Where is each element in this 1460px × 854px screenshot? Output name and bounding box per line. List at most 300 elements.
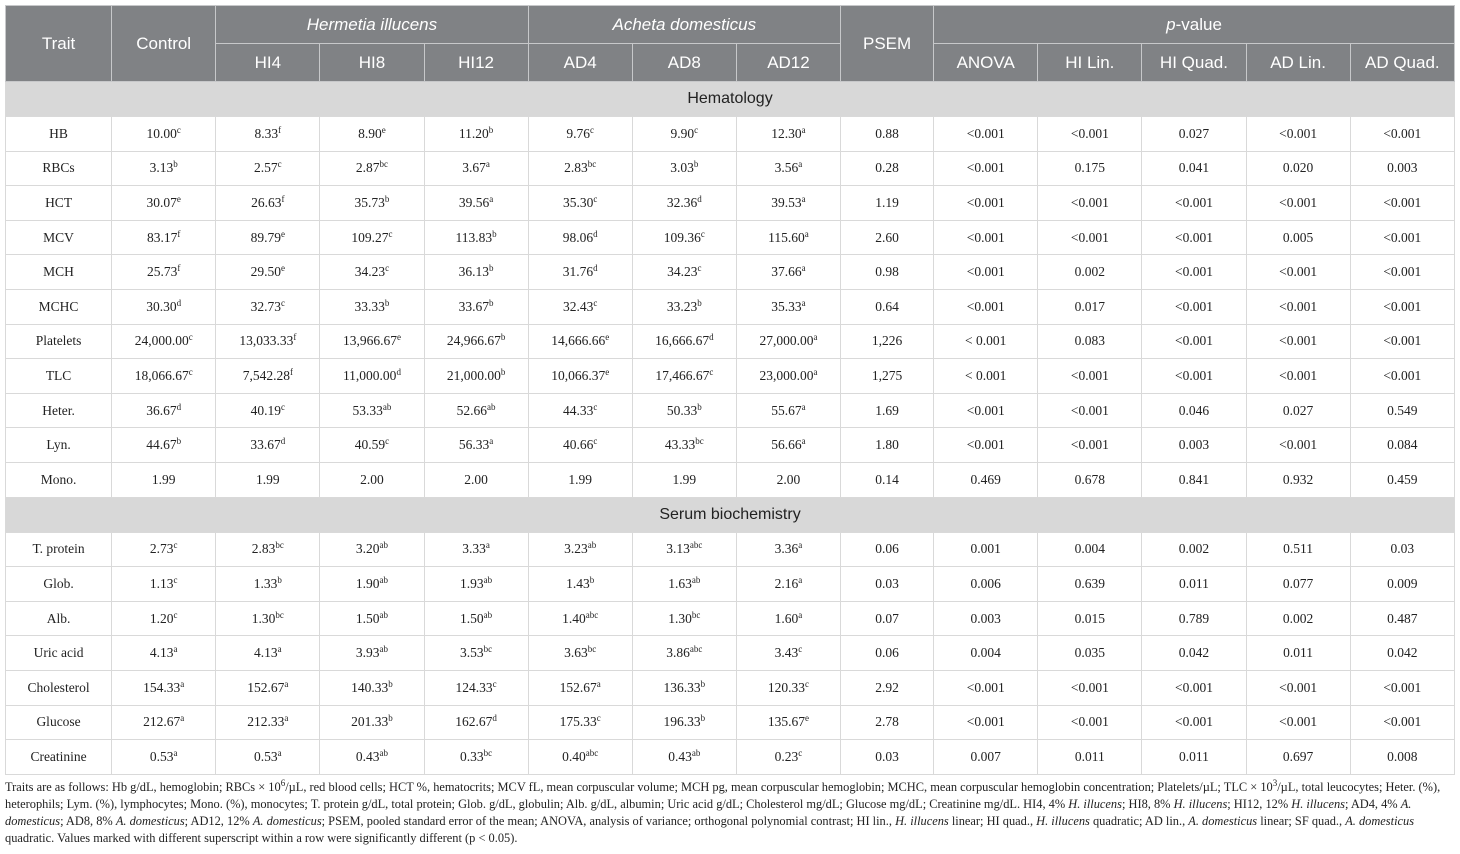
- value-cell: [424, 567, 528, 602]
- table-row: [6, 705, 1455, 740]
- significance-letter: ab: [483, 574, 493, 585]
- p-value-cell: <0.001: [934, 117, 1038, 152]
- significance-letter: ab: [487, 401, 496, 412]
- value-cell: [528, 532, 632, 567]
- table-row: [6, 359, 1455, 394]
- header-hermetia-illucens: Hermetia illucens: [216, 6, 528, 44]
- p-value-cell: 0.005: [1246, 220, 1350, 255]
- significance-letter: a: [485, 540, 490, 551]
- p-value-cell: <0.001: [934, 220, 1038, 255]
- cell-value: 0.53: [149, 748, 174, 764]
- p-value-cell: 0.008: [1350, 740, 1454, 775]
- significance-letter: c: [596, 713, 601, 724]
- value-cell: [424, 117, 528, 152]
- footnote-text: linear; HI quad.,: [948, 813, 1037, 828]
- trait-cell: HCT: [6, 186, 112, 221]
- cell-value: 124.33: [455, 679, 493, 695]
- significance-letter: ab: [379, 644, 388, 655]
- trait-cell: Uric acid: [6, 636, 112, 671]
- cell-value: 30.07: [146, 194, 177, 210]
- cell-value: 1.99: [256, 471, 280, 487]
- table-row: [6, 532, 1455, 567]
- value-cell: [216, 670, 320, 705]
- value-cell: [632, 186, 736, 221]
- psem-cell: 0.98: [841, 255, 934, 290]
- trait-cell: MCH: [6, 255, 112, 290]
- p-value-cell: <0.001: [1350, 324, 1454, 359]
- significance-letter: a: [284, 678, 289, 689]
- value-cell: [528, 359, 632, 394]
- value-cell: [320, 532, 424, 567]
- significance-letter: c: [593, 401, 598, 412]
- value-cell: [736, 740, 840, 775]
- significance-letter: c: [176, 124, 181, 135]
- p-value-cell: 0.041: [1142, 151, 1246, 186]
- significance-letter: b: [589, 574, 595, 585]
- value-cell: [216, 359, 320, 394]
- value-cell: [112, 740, 216, 775]
- trait-cell: Glob.: [6, 567, 112, 602]
- significance-letter: abc: [689, 644, 703, 655]
- cell-value: 1.20: [149, 610, 174, 626]
- cell-value: 1.93: [460, 575, 484, 591]
- value-cell: [736, 532, 840, 567]
- cell-value: 4.13: [254, 645, 278, 661]
- cell-value: 40.66: [563, 437, 594, 453]
- cell-value: 17,466.67: [655, 367, 710, 383]
- significance-letter: a: [489, 193, 494, 204]
- cell-value: 2.00: [464, 471, 488, 487]
- cell-value: 2.73: [149, 541, 174, 557]
- footnote-text: ; HI8, 8%: [1121, 796, 1174, 811]
- cell-value: 52.66: [456, 402, 487, 418]
- cell-value: 140.33: [351, 679, 389, 695]
- cell-value: 36.13: [458, 264, 489, 280]
- cell-value: 35.73: [354, 194, 385, 210]
- section-title: Serum biochemistry: [6, 497, 1455, 532]
- p-value-cell: <0.001: [1350, 705, 1454, 740]
- significance-letter: ab: [691, 574, 701, 585]
- footnote-text: quadratic. Values marked with different superscript within a row were significantly different (p < 0.05).: [5, 830, 518, 845]
- value-cell: [320, 186, 424, 221]
- p-value-cell: 0.003: [934, 601, 1038, 636]
- value-cell: [736, 567, 840, 602]
- p-value-cell: 0.017: [1038, 289, 1142, 324]
- table-row: [6, 117, 1455, 152]
- cell-value: 8.90: [358, 125, 382, 141]
- significance-letter: e: [281, 228, 285, 239]
- p-value-cell: 0.027: [1246, 393, 1350, 428]
- value-cell: [736, 151, 840, 186]
- p-value-cell: 0.549: [1350, 393, 1454, 428]
- significance-letter: c: [697, 263, 702, 274]
- p-value-cell: 0.004: [934, 636, 1038, 671]
- significance-letter: f: [278, 124, 282, 135]
- significance-letter: b: [700, 678, 706, 689]
- cell-value: 35.30: [563, 194, 594, 210]
- significance-letter: d: [709, 332, 714, 343]
- table-row: [6, 186, 1455, 221]
- cell-value: 24,966.67: [446, 333, 501, 349]
- value-cell: [528, 740, 632, 775]
- trait-cell: T. protein: [6, 532, 112, 567]
- significance-letter: a: [801, 124, 806, 135]
- trait-cell: Cholesterol: [6, 670, 112, 705]
- table-row: [6, 601, 1455, 636]
- p-value-cell: <0.001: [1038, 117, 1142, 152]
- table-row: [6, 324, 1455, 359]
- significance-letter: b: [489, 297, 494, 308]
- cell-value: 0.23: [774, 748, 799, 764]
- significance-letter: e: [176, 193, 181, 204]
- value-cell: [632, 462, 736, 497]
- p-value-cell: 0.011: [1142, 567, 1246, 602]
- value-cell: [424, 324, 528, 359]
- footnote-text: /µL, total leucocytes; Heter. (%), heterophils; Lym. (%), lymphocytes; Mono. (%), monocytes; T. protein g/dL, total protein; Glob. g/dL, globulin; Alb. g/dL, albumin; Uric acid g/dL; Cholesterol mg/dL; Glucose mg/dL; Creatinine mg/dL. HI4, 4%: [5, 779, 1441, 811]
- footnote-italic: A. domesticus: [1345, 813, 1415, 828]
- significance-letter: a: [813, 332, 818, 343]
- value-cell: [320, 151, 424, 186]
- cell-value: 43.33: [664, 437, 696, 453]
- cell-value: 16,666.67: [655, 333, 710, 349]
- cell-value: 1.50: [460, 610, 484, 626]
- significance-letter: b: [697, 401, 702, 412]
- trait-cell: RBCs: [6, 151, 112, 186]
- table-row: [6, 670, 1455, 705]
- footnote-text: quadratic; AD lin.,: [1089, 813, 1189, 828]
- significance-letter: ab: [382, 401, 392, 412]
- significance-letter: a: [284, 713, 289, 724]
- cell-value: 39.56: [458, 194, 490, 210]
- table-body: [6, 82, 1455, 775]
- cell-value: 109.27: [351, 229, 389, 245]
- significance-letter: a: [485, 159, 490, 170]
- significance-letter: a: [801, 263, 806, 274]
- value-cell: [424, 255, 528, 290]
- p-value-cell: 0.020: [1246, 151, 1350, 186]
- significance-letter: a: [489, 436, 494, 447]
- value-cell: [320, 359, 424, 394]
- p-value-cell: 0.084: [1350, 428, 1454, 463]
- trait-cell: Lyn.: [6, 428, 112, 463]
- p-value-cell: 0.007: [934, 740, 1038, 775]
- p-value-cell: <0.001: [1142, 324, 1246, 359]
- value-cell: [320, 567, 424, 602]
- significance-letter: c: [694, 124, 699, 135]
- value-cell: [632, 117, 736, 152]
- table-container: [5, 5, 1455, 847]
- psem-cell: 2.60: [841, 220, 934, 255]
- trait-cell: Mono.: [6, 462, 112, 497]
- value-cell: [528, 705, 632, 740]
- significance-letter: b: [500, 366, 506, 377]
- cell-value: 3.86: [666, 645, 690, 661]
- p-value-cell: 0.511: [1246, 532, 1350, 567]
- p-value-cell: <0.001: [1246, 255, 1350, 290]
- significance-letter: c: [277, 159, 282, 170]
- p-value-cell: <0.001: [934, 705, 1038, 740]
- cell-value: 39.53: [771, 194, 802, 210]
- cell-value: 25.73: [147, 264, 178, 280]
- value-cell: [632, 636, 736, 671]
- significance-letter: a: [798, 609, 803, 620]
- value-cell: [320, 740, 424, 775]
- header-hi8: HI8: [320, 44, 424, 82]
- value-cell: [528, 117, 632, 152]
- cell-value: 24,000.00: [134, 333, 189, 349]
- cell-value: 33.33: [354, 298, 385, 314]
- psem-cell: 0.07: [841, 601, 934, 636]
- p-value-cell: <0.001: [1142, 359, 1246, 394]
- value-cell: [424, 670, 528, 705]
- significance-letter: c: [805, 678, 810, 689]
- cell-value: 3.53: [460, 645, 484, 661]
- significance-letter: a: [173, 747, 178, 758]
- significance-letter: abc: [585, 747, 599, 758]
- cell-value: 9.76: [566, 125, 590, 141]
- significance-letter: a: [813, 366, 818, 377]
- value-cell: [216, 289, 320, 324]
- value-cell: [216, 532, 320, 567]
- footnote-text: linear; SF quad.,: [1257, 813, 1346, 828]
- value-cell: [424, 636, 528, 671]
- table-row: [6, 393, 1455, 428]
- header-hi4: HI4: [216, 44, 320, 82]
- significance-letter: e: [396, 332, 401, 343]
- significance-letter: a: [173, 644, 178, 655]
- value-cell: [320, 393, 424, 428]
- cell-value: 98.06: [562, 229, 594, 245]
- value-cell: [632, 151, 736, 186]
- p-value-cell: <0.001: [934, 428, 1038, 463]
- value-cell: [736, 428, 840, 463]
- cell-value: 32.36: [666, 194, 698, 210]
- section-title: Hematology: [6, 82, 1455, 117]
- psem-cell: 2.78: [841, 705, 934, 740]
- p-value-cell: <0.001: [934, 186, 1038, 221]
- value-cell: [528, 255, 632, 290]
- cell-value: 3.67: [462, 160, 486, 176]
- cell-value: 10,066.37: [551, 367, 606, 383]
- significance-letter: bc: [587, 644, 597, 655]
- cell-value: 7,542.28: [242, 367, 290, 383]
- value-cell: [320, 705, 424, 740]
- p-value-cell: <0.001: [934, 255, 1038, 290]
- significance-letter: c: [173, 609, 178, 620]
- value-cell: [216, 393, 320, 428]
- cell-value: 11.20: [458, 125, 489, 141]
- table-row: [6, 220, 1455, 255]
- value-cell: [216, 220, 320, 255]
- footnote-text: ; HI12, 12%: [1227, 796, 1292, 811]
- p-value-cell: 0.001: [934, 532, 1038, 567]
- p-value-cell: <0.001: [1142, 255, 1246, 290]
- cell-value: 13,033.33: [239, 333, 294, 349]
- psem-cell: 0.14: [841, 462, 934, 497]
- significance-letter: b: [277, 574, 282, 585]
- cell-value: 3.20: [355, 541, 380, 557]
- value-cell: [112, 324, 216, 359]
- p-value-cell: 0.678: [1038, 462, 1142, 497]
- psem-cell: 1,275: [841, 359, 934, 394]
- footnote-text: /µL, red blood cells; HCT %, hematocrits; MCV fL, mean corpuscular volume; MCH pg, mean corpuscular hemoglobin; MCHC, mean corpuscular hemoglobin concentration; Platelets/µL; TLC × 10: [285, 779, 1273, 794]
- value-cell: [632, 324, 736, 359]
- significance-letter: a: [180, 713, 185, 724]
- table-row: [6, 740, 1455, 775]
- significance-letter: b: [489, 263, 494, 274]
- cell-value: 27,000.00: [759, 333, 814, 349]
- p-value-cell: 0.175: [1038, 151, 1142, 186]
- cell-value: 34.23: [354, 264, 386, 280]
- significance-letter: b: [697, 297, 702, 308]
- significance-letter: d: [492, 713, 497, 724]
- p-value-cell: <0.001: [1350, 186, 1454, 221]
- value-cell: [112, 428, 216, 463]
- significance-letter: c: [281, 401, 285, 412]
- p-value-cell: 0.003: [1142, 428, 1246, 463]
- value-cell: [112, 151, 216, 186]
- cell-value: 23,000.00: [759, 367, 814, 383]
- trait-cell: Alb.: [6, 601, 112, 636]
- cell-value: 26.63: [251, 194, 282, 210]
- value-cell: [112, 255, 216, 290]
- cell-value: 0.33: [460, 748, 484, 764]
- significance-letter: c: [700, 228, 705, 239]
- significance-letter: b: [492, 228, 497, 239]
- p-value-cell: 0.011: [1038, 740, 1142, 775]
- cell-value: 2.16: [774, 575, 799, 591]
- table-header: [6, 6, 1455, 82]
- significance-letter: b: [388, 678, 393, 689]
- value-cell: [320, 670, 424, 705]
- cell-value: 196.33: [663, 714, 701, 730]
- cell-value: 175.33: [559, 714, 597, 730]
- cell-value: 35.33: [771, 298, 802, 314]
- value-cell: [320, 255, 424, 290]
- cell-value: 135.67: [767, 714, 806, 730]
- cell-value: 212.33: [247, 714, 285, 730]
- p-value-cell: 0.015: [1038, 601, 1142, 636]
- significance-letter: a: [798, 574, 803, 585]
- p-value-cell: 0.046: [1142, 393, 1246, 428]
- value-cell: [736, 117, 840, 152]
- cell-value: 3.93: [355, 645, 380, 661]
- value-cell: [112, 359, 216, 394]
- value-cell: [424, 220, 528, 255]
- p-value-cell: 0.077: [1246, 567, 1350, 602]
- p-value-cell: 0.027: [1142, 117, 1246, 152]
- cell-value: 115.60: [768, 229, 805, 245]
- significance-letter: c: [709, 366, 714, 377]
- trait-cell: Heter.: [6, 393, 112, 428]
- cell-value: 2.00: [776, 471, 801, 487]
- value-cell: [112, 705, 216, 740]
- footnote-sup: 3: [1272, 777, 1278, 788]
- p-value-cell: <0.001: [1038, 359, 1142, 394]
- footnote-italic: A. domesticus: [252, 813, 322, 828]
- table-footnote: [5, 779, 1455, 847]
- cell-value: 1.43: [566, 575, 590, 591]
- header-trait: Trait: [6, 6, 112, 82]
- value-cell: [632, 359, 736, 394]
- value-cell: [216, 151, 320, 186]
- p-value-cell: 0.009: [1350, 567, 1454, 602]
- header-p-italic: p: [1166, 14, 1176, 34]
- value-cell: [424, 740, 528, 775]
- header-p-rest: -value: [1175, 14, 1222, 34]
- section-row: [6, 82, 1455, 117]
- value-cell: [216, 601, 320, 636]
- footnote-italic: A. domesticus: [115, 813, 185, 828]
- header-hi-lin: HI Lin.: [1038, 44, 1142, 82]
- cell-value: 56.33: [458, 437, 490, 453]
- cell-value: 12.30: [771, 125, 802, 141]
- significance-letter: a: [801, 297, 806, 308]
- value-cell: [528, 428, 632, 463]
- significance-letter: d: [593, 263, 598, 274]
- cell-value: 0.40: [562, 748, 586, 764]
- value-cell: [320, 117, 424, 152]
- cell-value: 1.63: [668, 575, 692, 591]
- cell-value: 29.50: [250, 264, 281, 280]
- footnote-italic: H. illucens: [1291, 796, 1345, 811]
- cell-value: 3.43: [774, 645, 799, 661]
- table-row: [6, 567, 1455, 602]
- cell-value: 13,966.67: [342, 333, 397, 349]
- value-cell: [216, 324, 320, 359]
- significance-letter: e: [381, 124, 386, 135]
- cell-value: 2.00: [360, 471, 384, 487]
- p-value-cell: <0.001: [934, 151, 1038, 186]
- significance-letter: a: [801, 193, 806, 204]
- cell-value: 1.33: [253, 575, 278, 591]
- value-cell: [632, 532, 736, 567]
- trait-cell: MCV: [6, 220, 112, 255]
- cell-value: 113.83: [455, 229, 493, 245]
- value-cell: [528, 567, 632, 602]
- significance-letter: c: [385, 436, 390, 447]
- value-cell: [632, 428, 736, 463]
- value-cell: [632, 670, 736, 705]
- cell-value: 83.17: [147, 229, 178, 245]
- significance-letter: b: [700, 713, 706, 724]
- value-cell: [424, 601, 528, 636]
- p-value-cell: 0.789: [1142, 601, 1246, 636]
- significance-letter: c: [798, 747, 803, 758]
- significance-letter: f: [177, 228, 181, 239]
- header-hi-quad: HI Quad.: [1142, 44, 1246, 82]
- cell-value: 36.67: [146, 402, 177, 418]
- significance-letter: ab: [691, 747, 701, 758]
- cell-value: 30.30: [146, 298, 177, 314]
- footnote-text: ; PSEM, pooled standard error of the mean; ANOVA, analysis of variance; orthogonal polynomial contrast; HI lin.,: [321, 813, 896, 828]
- cell-value: 8.33: [254, 125, 279, 141]
- value-cell: [216, 462, 320, 497]
- cell-value: 44.67: [146, 437, 177, 453]
- significance-letter: f: [281, 193, 285, 204]
- value-cell: [736, 601, 840, 636]
- significance-letter: bc: [275, 609, 284, 620]
- table-row: [6, 428, 1455, 463]
- footnote-text: ; AD4, 4%: [1344, 796, 1401, 811]
- table-row: [6, 151, 1455, 186]
- significance-letter: b: [488, 124, 494, 135]
- cell-value: 152.67: [559, 679, 597, 695]
- p-value-cell: <0.001: [1246, 289, 1350, 324]
- significance-letter: bc: [695, 436, 704, 447]
- cell-value: 1.99: [672, 471, 697, 487]
- value-cell: [736, 462, 840, 497]
